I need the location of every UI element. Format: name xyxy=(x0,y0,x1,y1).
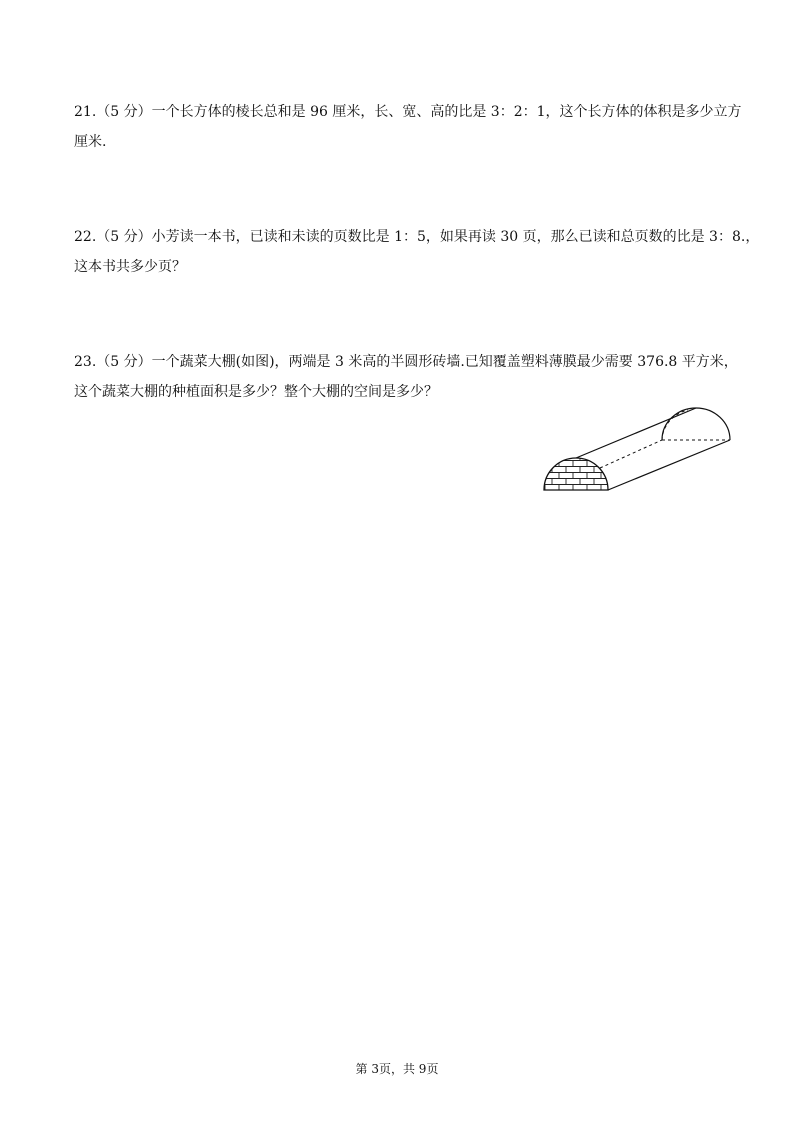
question-22 xyxy=(74,222,760,282)
greenhouse-figure xyxy=(538,400,734,496)
question-number: 23. xyxy=(74,354,97,370)
roof-top-line xyxy=(576,408,696,458)
question-21-line-1 xyxy=(74,97,742,127)
question-text: 一个蔬菜大棚(如图)，两端是 3 米高的半圆形砖墙.已知覆盖塑料薄膜最少需要 376.8 平方米， xyxy=(151,354,738,370)
page-footer: 第 3页，共 9页 xyxy=(355,1062,439,1076)
question-22-line-1 xyxy=(74,222,760,252)
question-22-line-2: 这本书共多少页？ xyxy=(74,259,186,275)
question-text: 一个长方体的棱长总和是 96 厘米，长、宽、高的比是 3：2：1，这个长方体的体积是多少立方 xyxy=(151,104,742,120)
question-points: （5 分） xyxy=(96,354,152,370)
question-text: 小芳读一本书，已读和未读的页数比是 1：5，如果再读 30 页，那么已读和总页数的比是 3：8.， xyxy=(151,229,760,245)
question-number: 22. xyxy=(74,229,97,245)
ground-line xyxy=(608,440,730,490)
question-points: （5 分） xyxy=(96,229,152,245)
question-23-line-1 xyxy=(74,347,738,377)
question-number: 21. xyxy=(74,104,97,120)
question-21 xyxy=(74,97,742,157)
question-21-line-2: 厘米. xyxy=(74,134,107,150)
question-points: （5 分） xyxy=(96,104,152,120)
back-arc xyxy=(662,408,730,440)
question-23-line-2: 这个蔬菜大棚的种植面积是多少？整个大棚的空间是多少？ xyxy=(74,384,438,400)
question-23 xyxy=(74,347,738,407)
